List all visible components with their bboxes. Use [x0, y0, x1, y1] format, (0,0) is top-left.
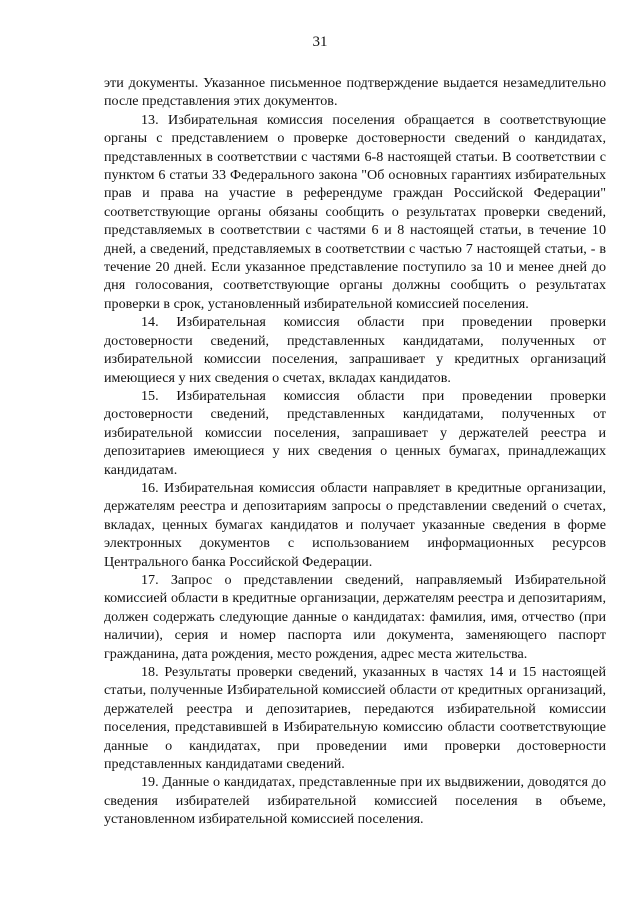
paragraph-13: 13. Избирательная комиссия поселения обращается в соответствующие органы с представлением о проверке достоверности сведений о кандидатах, представленных в соответствии с частями 6-8 настоящей статьи. В соответствии с пунктом 6 статьи 33 Федерального закона "Об основных гарантиях избирательных прав и права на участие в референдуме граждан Российской Федерации" соответствующие органы обязаны сообщить о результатах проверки сведений, представляемых в соответствии с частями 6 и 8 настоящей статьи, в течение 10 дней, а сведений, представляемых в соответствии с частью 7 настоящей статьи, - в течение 20 дней. Если указанное представление поступило за 10 и менее дней до дня голосования, соответствующие органы должны сообщить о результатах проверки в срок, установленный избирательной комиссией поселения.: [104, 111, 606, 312]
page-number: 31: [312, 34, 328, 50]
paragraph-16: 16. Избирательная комиссия области направляет в кредитные организации, держателям реестра и депозитариям запросы о представлении сведений о счетах, вкладах, ценных бумагах кандидатов и получает указанные сведения в форме электронных документов с использованием информационных ресурсов Центрального банка Российской Федерации.: [104, 479, 606, 570]
document-body: [104, 74, 606, 829]
paragraph-15: 15. Избирательная комиссия области при проведении проверки достоверности сведений, представленных кандидатами, полученных от избирательной комиссии поселения, запрашивает у держателей реестра и депозитариев имеющиеся у них сведения о ценных бумагах, принадлежащих кандидатам.: [104, 387, 606, 478]
paragraph-18: 18. Результаты проверки сведений, указанных в частях 14 и 15 настоящей статьи, полученные Избирательной комиссией области от кредитных организаций, держателей реестра и депозитариев, передаются избирательной комиссии поселения, представившей в Избирательную комиссию области соответствующие данные о кандидатах, при проведении ими проверки достоверности представленных кандидатами сведений.: [104, 664, 606, 773]
paragraph-19: 19. Данные о кандидатах, представленные при их выдвижении, доводятся до сведения избирателей избирательной комиссией поселения в объеме, установленном избирательной комиссией поселения.: [104, 774, 606, 828]
paragraph-continuation: эти документы. Указанное письменное подтверждение выдается незамедлительно после представления этих документов.: [104, 75, 606, 110]
paragraph-17: 17. Запрос о представлении сведений, направляемый Избирательной комиссией области в кредитные организации, держателям реестра и депозитариям, должен содержать следующие данные о кандидатах: фамилия, имя, отчество (при наличии), серия и номер паспорта или документа, заменяющего паспорт гражданина, дата рождения, место рождения, адрес места жительства.: [104, 571, 606, 662]
paragraph-14: 14. Избирательная комиссия области при проведении проверки достоверности сведений, представленных кандидатами, полученных от избирательной комиссии поселения, запрашивает у кредитных организаций имеющиеся у них сведения о счетах, вкладах кандидатов.: [104, 314, 606, 386]
